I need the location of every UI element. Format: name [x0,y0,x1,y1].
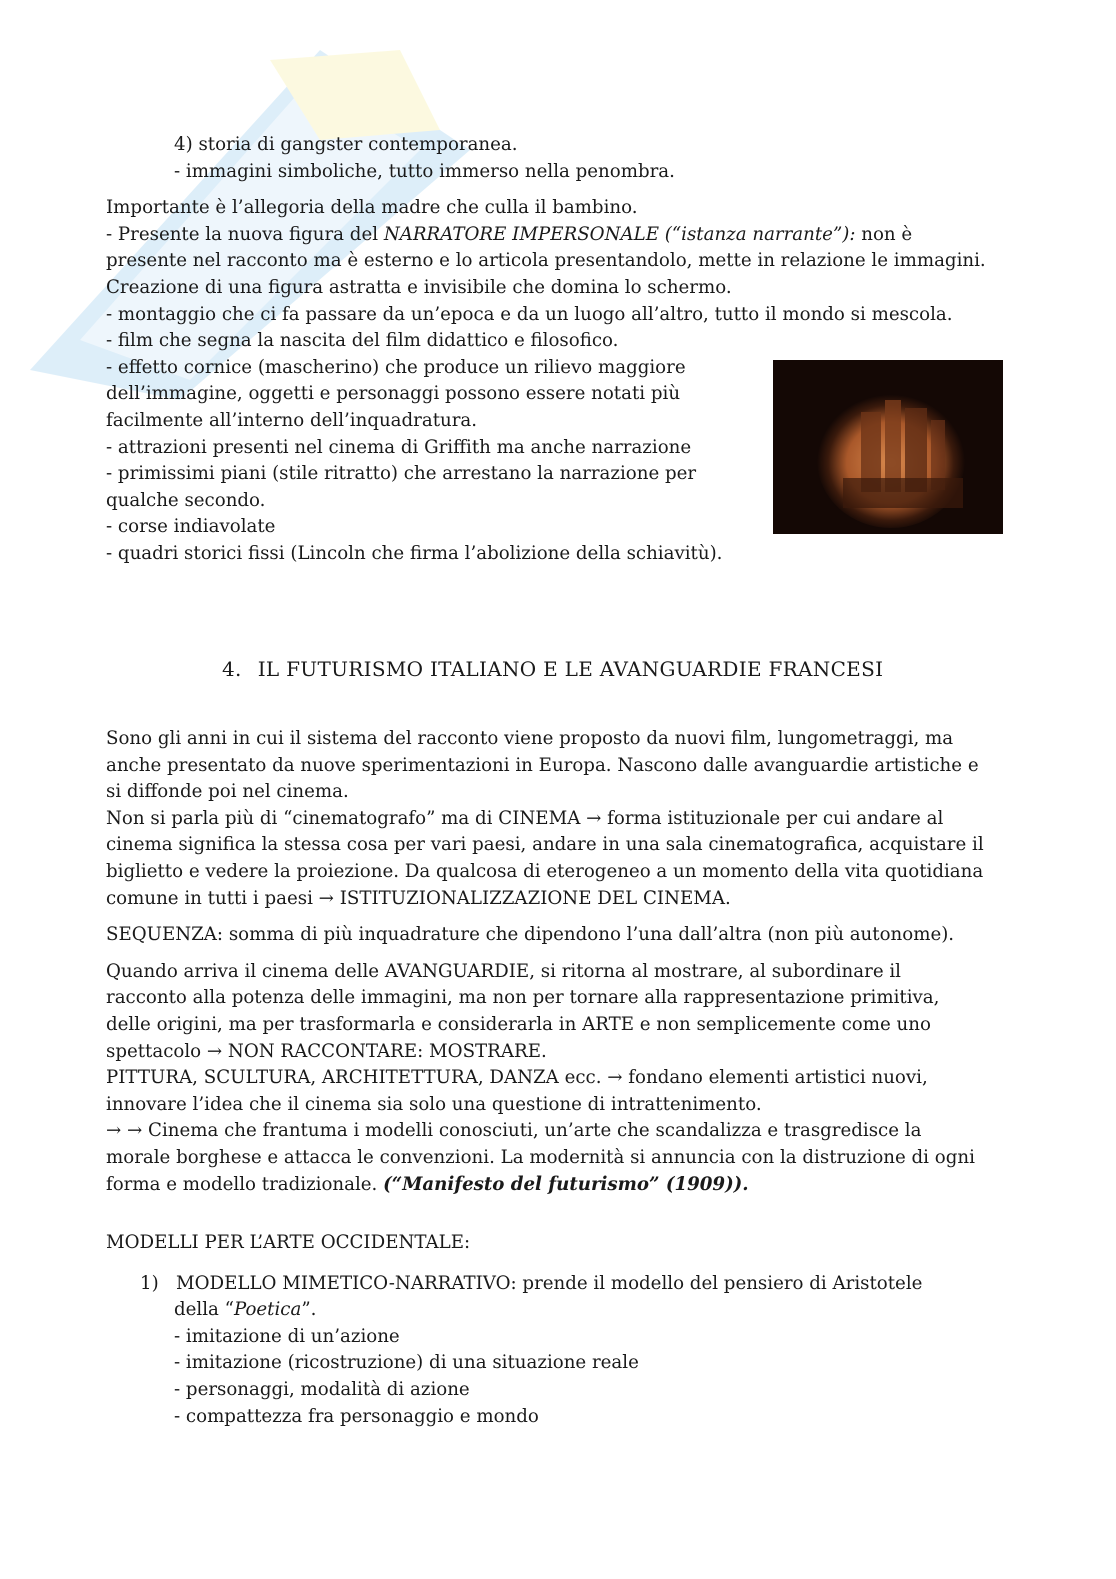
frame-text-3: facilmente all’interno dell’inquadratura. [106,409,478,431]
attractions-text: - attrazioni presenti nel cinema di Griffith ma anche narrazione [106,436,692,458]
paragraph-line: innovare l’idea che il cinema sia solo una questione di intrattenimento. [106,1093,762,1115]
model-1-bullet: - personaggi, modalità di azione [174,1379,470,1401]
frame-text-1: - effetto cornice (mascherino) che produce un rilievo maggiore [106,356,686,378]
narrator-line [106,222,1006,249]
section-body [106,726,1006,1430]
paragraph-line: spettacolo → NON RACCONTARE: MOSTRARE. [106,1040,547,1062]
manifesto-citation: (“Manifesto del futurismo” (1909)). [383,1173,749,1195]
models-title: MODELLI PER L’ARTE OCCIDENTALE: [106,1232,471,1254]
closeups-text-2: qualche secondo. [106,489,266,511]
paragraph-last-line [106,1172,1006,1199]
paragraph-line: Non si parla più di “cinematografo” ma di CINEMA → forma istituzionale per cui andare al [106,807,944,829]
paragraph-1 [106,726,1006,912]
paragraph-line: Quando arriva il cinema delle AVANGUARDIE, si ritorna al mostrare, al subordinare il [106,960,901,982]
paragraph-line: PITTURA, SCULTURA, ARCHITETTURA, DANZA ecc. → fondano elementi artistici nuovi, [106,1067,928,1089]
poetica-prefix: della “ [174,1299,234,1321]
didactic-text: - film che segna la nascita del film didattico e filosofico. [106,330,619,352]
film-still-image [773,360,1003,534]
model-1-line-2 [106,1297,1006,1324]
narrator-line-2: presente nel racconto ma è esterno e lo articola presentandolo, mette in relazione le immagini. [106,250,986,272]
film-still-iris-photo-icon [773,360,1003,534]
narrator-suffix: non è [855,223,913,245]
poetica-title: Poetica [233,1299,302,1321]
sequence-definition: SEQUENZA: somma di più inquadrature che dipendono l’una dall’altra (non più autonome). [106,924,955,946]
paragraph-line: biglietto e vedere la proiezione. Da qualcosa di eterogeneo a un momento della vita quotidiana [106,860,984,882]
poetica-suffix: ”. [301,1299,317,1321]
section-title: IL FUTURISMO ITALIANO E LE AVANGUARDIE FRANCESI [257,657,884,681]
allegory-text: Importante è l’allegoria della madre che culla il bambino. [106,197,638,219]
paragraph-line: morale borghese e attacca le convenzioni. La modernità si annuncia con la distruzione di ogni [106,1146,975,1168]
list-bullet: - immagini simboliche, tutto immerso nella penombra. [174,160,675,182]
frame-text-2: dell’immagine, oggetti e personaggi possono essere notati più [106,383,681,405]
model-1-line [106,1271,1006,1298]
paragraph-line: → → Cinema che frantuma i modelli conosciuti, un’arte che scandalizza e trasgredisce la [106,1120,922,1142]
paragraph-line: anche presentato da nuove sperimentazioni in Europa. Nascono dalle avanguardie artistiche e [106,754,979,776]
section-heading [222,657,883,681]
last-line-prefix: forma e modello tradizionale. [106,1173,384,1195]
model-1-text: MODELLO MIMETICO-NARRATIVO: prende il modello del pensiero di Aristotele [176,1272,923,1294]
paragraph-line: Sono gli anni in cui il sistema del racconto viene proposto da nuovi film, lungometraggi, ma [106,728,954,749]
creation-text: Creazione di una figura astratta e invisibile che domina lo schermo. [106,276,732,298]
model-1-bullet: - compattezza fra personaggio e mondo [174,1405,539,1427]
list-item-4: 4) storia di gangster contemporanea. [174,134,518,155]
section-number: 4. [222,657,242,681]
paragraph-line: cinema significa la stessa cosa per vari paesi, andare in una sala cinematografica, acquistare il [106,834,984,856]
paragraph-2 [106,959,1006,1198]
narrator-prefix: - Presente la nuova figura del [106,223,384,245]
races-text: - corse indiavolate [106,516,276,538]
model-1-number: 1) [140,1272,159,1294]
closeups-text-1: - primissimi piani (stile ritratto) che arrestano la narrazione per [106,463,697,485]
paragraph-line: delle origini, ma per trasformarla e considerarla in ARTE e non semplicemente come uno [106,1013,931,1035]
paragraph-line: racconto alla potenza delle immagini, ma non per tornare alla rappresentazione primitiva, [106,987,940,1009]
paragraph-line: si diffonde poi nel cinema. [106,781,349,803]
narrator-italic: NARRATORE IMPERSONALE (“istanza narrante”): [383,223,856,245]
tableaux-text: - quadri storici fissi (Lincoln che firma l’abolizione della schiavitù). [106,542,723,564]
paragraph-line: comune in tutti i paesi → ISTITUZIONALIZZAZIONE DEL CINEMA. [106,887,731,909]
model-1-bullet: - imitazione di un’azione [174,1325,400,1347]
model-1-bullet: - imitazione (ricostruzione) di una situazione reale [174,1352,639,1374]
montage-text: - montaggio che ci fa passare da un’epoca e da un luogo all’altro, tutto il mondo si mescola. [106,303,953,325]
